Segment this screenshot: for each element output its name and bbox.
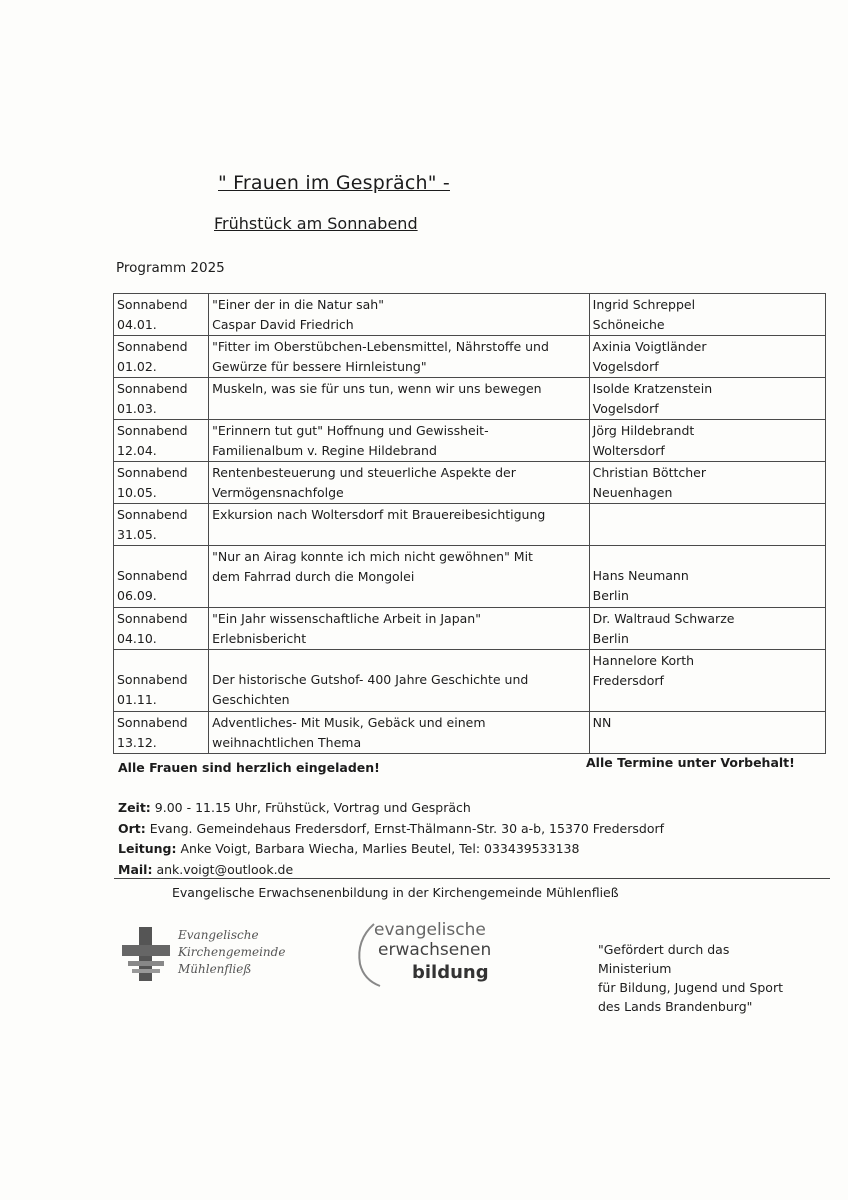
topic-cell bbox=[209, 546, 590, 608]
row-topic: "Einer der in die Natur sah" Caspar David Friedrich bbox=[212, 297, 384, 332]
row-date: 13.12. bbox=[117, 735, 157, 750]
row-day: Sonnabend bbox=[117, 465, 188, 480]
row-topic: "Ein Jahr wissenschaftliche Arbeit in Japan" Erlebnisbericht bbox=[212, 611, 481, 646]
eeb-logo-line2: erwachsenen bbox=[378, 940, 492, 960]
sponsor-line2: Ministerium bbox=[598, 961, 672, 976]
row-speaker: Jörg Hildebrandt Woltersdorf bbox=[592, 423, 695, 458]
topic-cell bbox=[209, 294, 590, 336]
row-day: Sonnabend bbox=[117, 381, 188, 396]
speaker-cell bbox=[589, 294, 825, 336]
mail-label: Mail: bbox=[118, 861, 153, 877]
topic-cell bbox=[209, 462, 590, 504]
row-topic: Der historische Gutshof- 400 Jahre Geschichte und Geschichten bbox=[212, 672, 529, 707]
lead-line bbox=[118, 839, 664, 860]
date-cell bbox=[114, 294, 209, 336]
disclaimer-note: Alle Termine unter Vorbehalt! bbox=[586, 755, 795, 770]
row-date: 04.10. bbox=[117, 631, 157, 646]
church-logo bbox=[120, 925, 295, 985]
lead-label: Leitung: bbox=[118, 841, 177, 856]
date-cell bbox=[114, 650, 209, 712]
table-row bbox=[114, 546, 826, 608]
table-row bbox=[114, 420, 826, 462]
cross-icon bbox=[120, 925, 172, 983]
event-info bbox=[118, 798, 664, 880]
row-speaker: NN bbox=[592, 715, 612, 730]
row-topic: Adventliches- Mit Musik, Gebäck und einem weihnachtlichen Thema bbox=[212, 715, 486, 750]
invite-note: Alle Frauen sind herzlich eingeladen! bbox=[118, 760, 380, 775]
row-day: Sonnabend bbox=[117, 339, 188, 354]
speaker-cell bbox=[589, 378, 825, 420]
sponsor-line3: für Bildung, Jugend und Sport bbox=[598, 980, 783, 995]
date-cell bbox=[114, 712, 209, 754]
date-cell bbox=[114, 608, 209, 650]
row-date: 06.09. bbox=[117, 588, 157, 603]
row-date: 31.05. bbox=[117, 527, 157, 542]
sponsor-line4: des Lands Brandenburg" bbox=[598, 999, 753, 1014]
topic-cell bbox=[209, 504, 590, 546]
time-value: 9.00 - 11.15 Uhr, Frühstück, Vortrag und Gespräch bbox=[154, 800, 471, 815]
row-topic: "Erinnern tut gut" Hoffnung und Gewissheit- Familienalbum v. Regine Hildebrand bbox=[212, 423, 489, 458]
table-row bbox=[114, 294, 826, 336]
eeb-logo-line3: bildung bbox=[412, 962, 489, 983]
row-date: 12.04. bbox=[117, 443, 157, 458]
row-speaker: Ingrid Schreppel Schöneiche bbox=[592, 297, 696, 332]
row-date: 04.01. bbox=[117, 317, 157, 332]
table-row bbox=[114, 336, 826, 378]
place-label: Ort: bbox=[118, 820, 146, 836]
mail-link[interactable]: ank.voigt@outlook.de bbox=[156, 861, 294, 877]
speaker-cell bbox=[589, 504, 825, 546]
document-title: " Frauen im Gespräch" - bbox=[218, 172, 450, 194]
church-logo-line2: Kirchengemeinde bbox=[178, 945, 286, 959]
speaker-cell bbox=[589, 712, 825, 754]
date-cell bbox=[114, 336, 209, 378]
lead-value: Anke Voigt, Barbara Wiecha, Marlies Beutel, Tel: 033439533138 bbox=[180, 841, 580, 856]
table-row bbox=[114, 462, 826, 504]
row-date: 10.05. bbox=[117, 485, 157, 500]
row-date: 01.02. bbox=[117, 359, 157, 374]
row-topic: Muskeln, was sie für uns tun, wenn wir uns bewegen bbox=[212, 381, 542, 396]
mail-line bbox=[118, 860, 664, 881]
program-label: Programm 2025 bbox=[116, 260, 225, 276]
topic-cell bbox=[209, 420, 590, 462]
table-row bbox=[114, 712, 826, 754]
row-speaker: Axinia Voigtländer Vogelsdorf bbox=[592, 339, 707, 374]
date-cell bbox=[114, 546, 209, 608]
document-subtitle: Frühstück am Sonnabend bbox=[214, 214, 418, 233]
row-day: Sonnabend bbox=[117, 507, 188, 522]
row-day: Sonnabend bbox=[117, 672, 188, 687]
topic-cell bbox=[209, 608, 590, 650]
place-line bbox=[118, 819, 664, 840]
row-day: Sonnabend bbox=[117, 297, 188, 312]
row-speaker: Christian Böttcher Neuenhagen bbox=[592, 465, 707, 500]
topic-cell bbox=[209, 336, 590, 378]
time-line bbox=[118, 798, 664, 819]
speaker-cell bbox=[589, 546, 825, 608]
speaker-cell bbox=[589, 608, 825, 650]
eeb-logo-line1: evangelische bbox=[374, 920, 486, 940]
row-topic: "Nur an Airag konnte ich mich nicht gewöhnen" Mit dem Fahrrad durch die Mongolei bbox=[212, 549, 533, 584]
table-row bbox=[114, 608, 826, 650]
eeb-logo bbox=[352, 918, 502, 990]
date-cell bbox=[114, 462, 209, 504]
row-day: Sonnabend bbox=[117, 423, 188, 438]
sponsor-note bbox=[598, 940, 783, 1016]
table-row bbox=[114, 650, 826, 712]
schedule-table bbox=[113, 293, 826, 754]
church-logo-line1: Evangelische bbox=[178, 928, 259, 942]
speaker-cell bbox=[589, 650, 825, 712]
speaker-cell bbox=[589, 420, 825, 462]
place-value: Evang. Gemeindehaus Fredersdorf, Ernst-Thälmann-Str. 30 a-b, 15370 Fredersdorf bbox=[149, 820, 665, 836]
speaker-cell bbox=[589, 336, 825, 378]
topic-cell bbox=[209, 650, 590, 712]
date-cell bbox=[114, 420, 209, 462]
date-cell bbox=[114, 504, 209, 546]
footer-divider bbox=[114, 878, 830, 879]
row-speaker: Hannelore Korth Fredersdorf bbox=[592, 653, 695, 688]
row-speaker: Dr. Waltraud Schwarze Berlin bbox=[592, 611, 735, 646]
table-row bbox=[114, 378, 826, 420]
topic-cell bbox=[209, 712, 590, 754]
row-day: Sonnabend bbox=[117, 715, 188, 730]
date-cell bbox=[114, 378, 209, 420]
sponsor-line1: "Gefördert durch das bbox=[598, 942, 730, 957]
speaker-cell bbox=[589, 462, 825, 504]
row-day: Sonnabend bbox=[117, 568, 188, 583]
row-topic: Exkursion nach Woltersdorf mit Brauereibesichtigung bbox=[212, 507, 546, 522]
church-logo-line3: Mühlenfließ bbox=[178, 962, 252, 976]
row-speaker: Isolde Kratzenstein Vogelsdorf bbox=[592, 381, 713, 416]
organizer-line: Evangelische Erwachsenenbildung in der Kirchengemeinde Mühlenfließ bbox=[172, 885, 619, 900]
row-speaker: Hans Neumann Berlin bbox=[592, 567, 689, 603]
row-topic: "Fitter im Oberstübchen-Lebensmittel, Nährstoffe und Gewürze für bessere Hirnleistung" bbox=[212, 339, 549, 374]
row-date: 01.11. bbox=[117, 692, 157, 707]
row-date: 01.03. bbox=[117, 401, 157, 416]
table-row bbox=[114, 504, 826, 546]
time-label: Zeit: bbox=[118, 800, 151, 815]
row-topic: Rentenbesteuerung und steuerliche Aspekte der Vermögensnachfolge bbox=[212, 465, 516, 500]
topic-cell bbox=[209, 378, 590, 420]
row-day: Sonnabend bbox=[117, 611, 188, 626]
